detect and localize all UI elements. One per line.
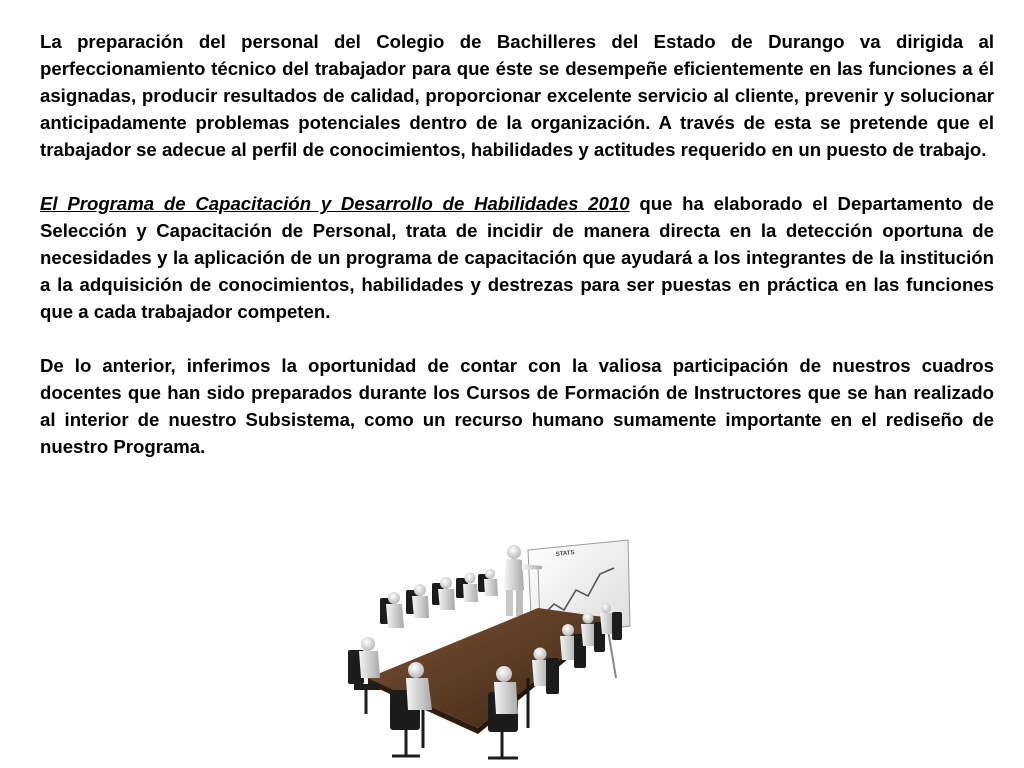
paragraph-program-body: que ha elaborado el Departamento de Selección y Capacitación de Personal, trata de incidir de manera directa en la detección oportuna de necesidades y la aplicación de un programa de capacitación que ayudará a los integrantes de la institución a la adquisición de conocimientos, habilidades y destrezas para ser puestas en práctica en las funciones que a cada trabajador competen. [40,193,994,322]
far-side-attendees [380,569,498,628]
paragraph-conclusion: De lo anterior, inferimos la oportunidad de contar con la valiosa participación de nuestros cuadros docentes que han sido preparados durante los Cursos de Formación de Instructores que se han realizado al interior de nuestro Subsistema, como un recurso humano sumamente importante en el rediseño de nuestro Programa. [40,355,994,457]
body-text [40,28,994,487]
paragraph-program [40,190,994,325]
meeting-illustration-svg [328,538,658,768]
paragraph-intro: La preparación del personal del Colegio de Bachilleres del Estado de Durango va dirigida al perfeccionamiento técnico del trabajador para que éste se desempeñe eficientemente en las funciones a él asignadas, producir resultados de calidad, proporcionar excelente servicio al cliente, prevenir y solucionar anticipadamente problemas potenciales dentro de la organización. A través de esta se pretende que el trabajador se adecue al perfil de conocimientos, habilidades y actitudes requerido en un puesto de trabajo. [40,31,994,160]
program-title: El Programa de Capacitación y Desarrollo de Habilidades 2010 [40,193,630,214]
meeting-illustration [328,538,658,768]
board-label: STATS [555,550,575,558]
